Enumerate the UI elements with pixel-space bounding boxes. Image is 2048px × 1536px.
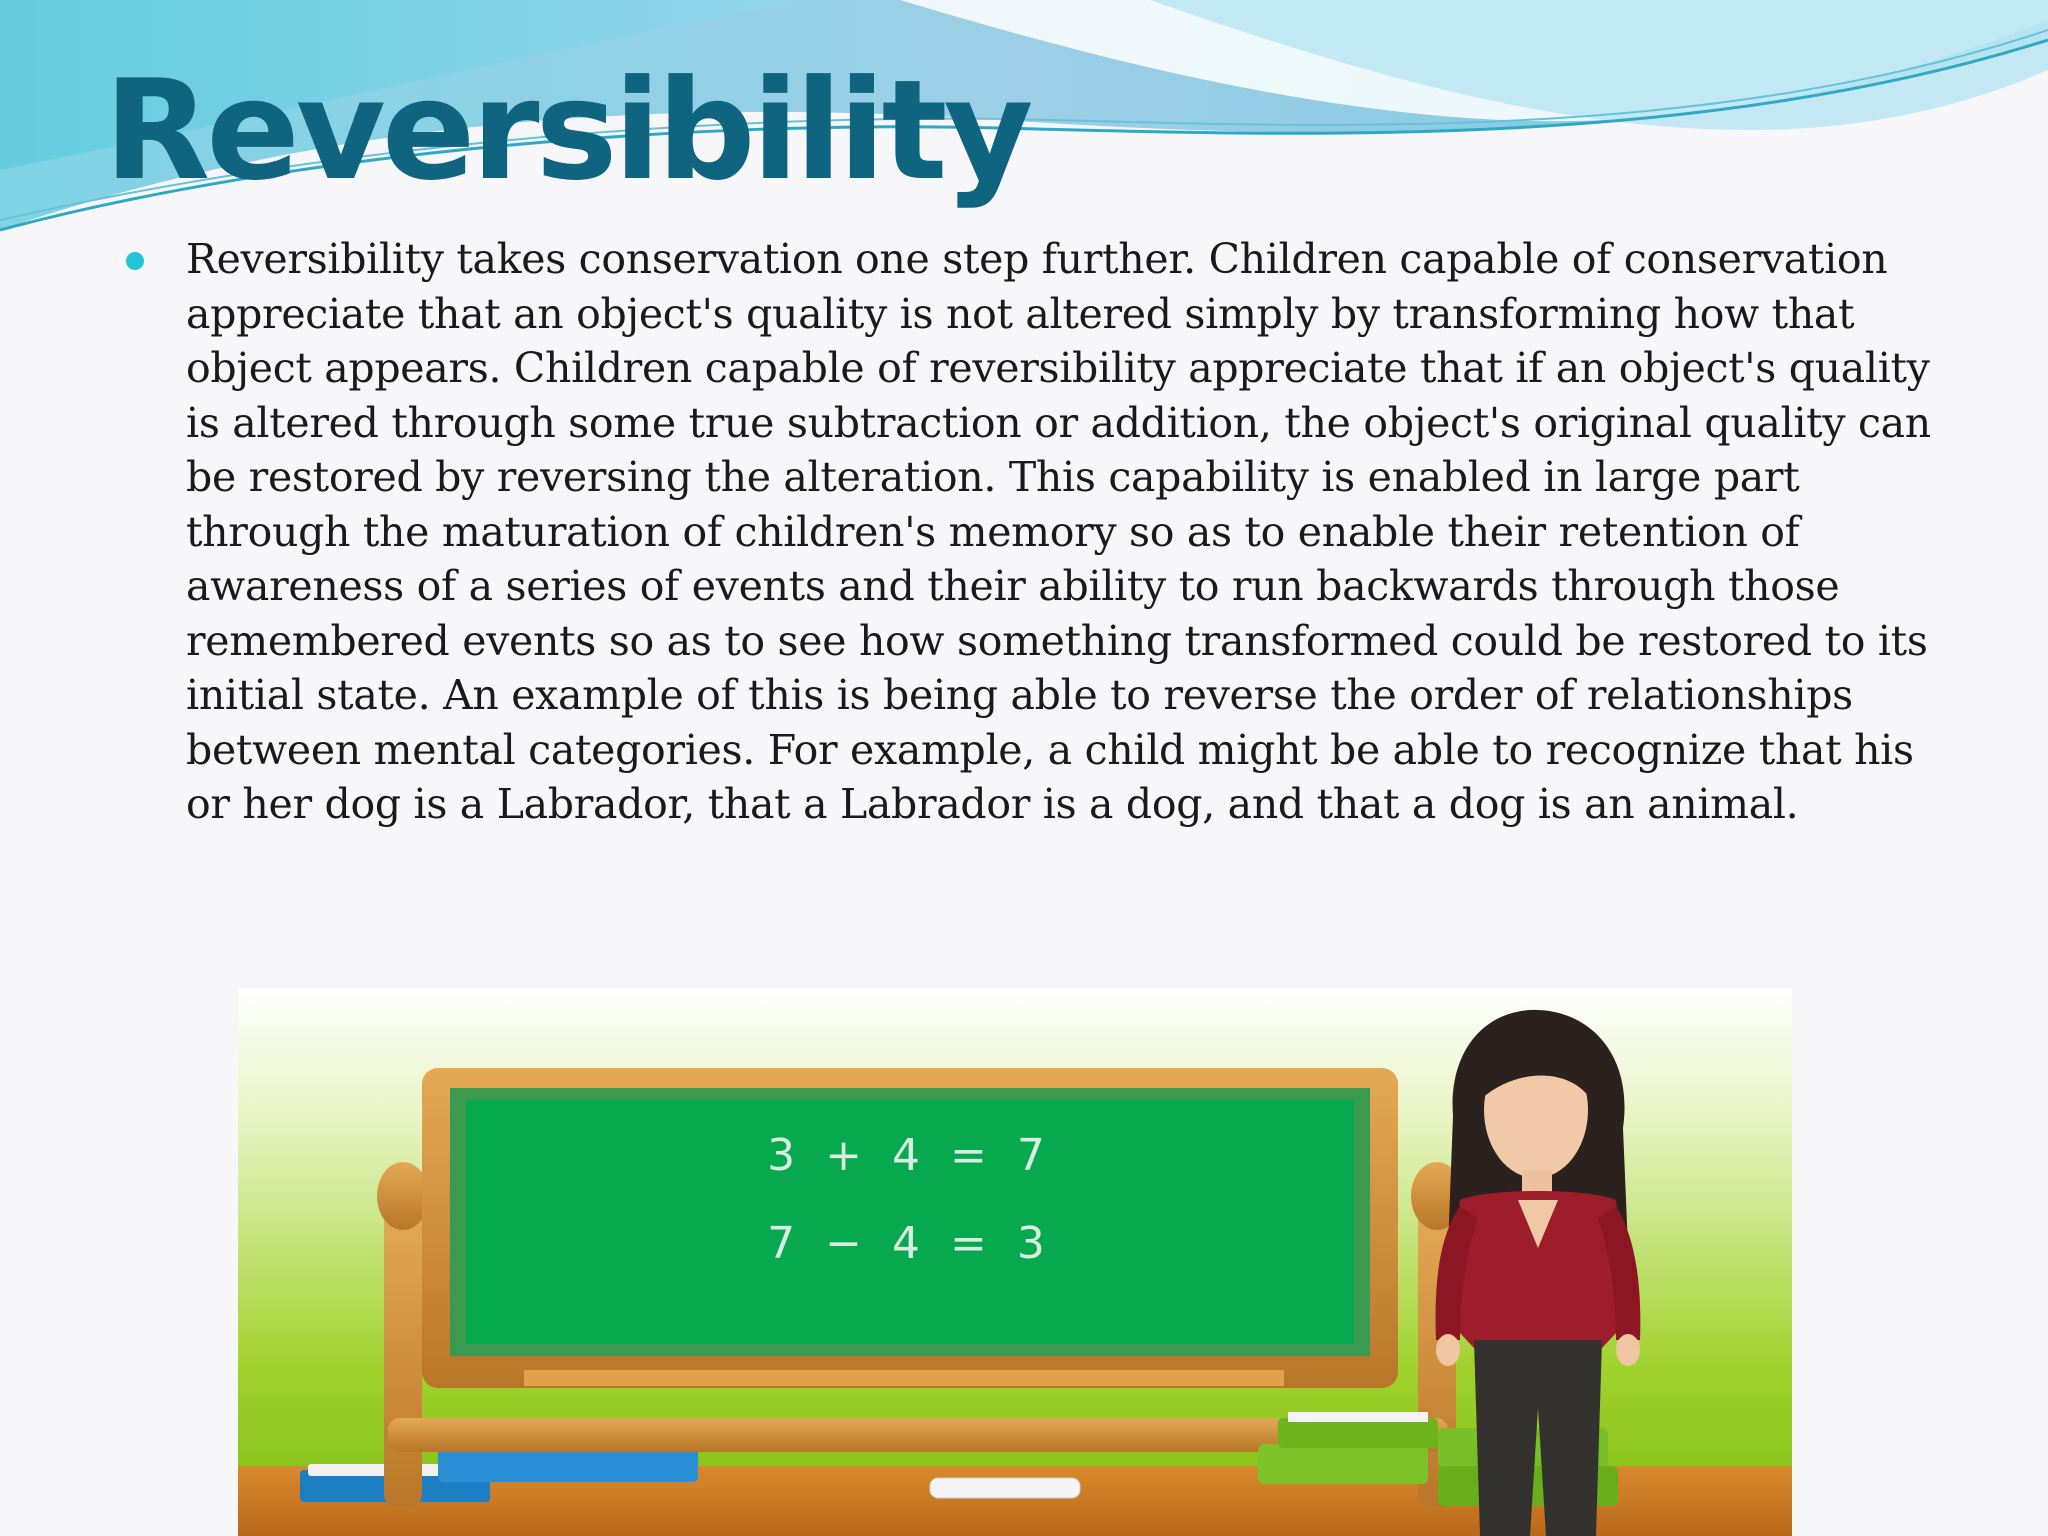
- list-item: [124, 232, 1944, 832]
- board-equation-1: 3 + 4 = 7: [767, 1130, 1053, 1181]
- bullet-list: [124, 232, 1944, 832]
- board-equation-2: 7 − 4 = 3: [767, 1218, 1053, 1269]
- teacher-chalkboard-illustration: [238, 988, 1792, 1536]
- slide-title: Reversibility: [104, 50, 1030, 211]
- bullet-text: Reversibility takes conservation one step further. Children capable of conservation appreciate that an object's quality is not altered simply by transforming how that object appears. Children capable of reversibility appreciate that if an object's quality is altered through some true subtraction or addition, the object's original quality can be restored by reversing the alteration. This capability is enabled in large part through the maturation of children's memory so as to enable their retention of awareness of a series of events and their ability to run backwards through those remembered events so as to see how something transformed could be restored to its initial state. An example of this is being able to reverse the order of relationships between mental categories. For example, a child might be able to recognize that his or her dog is a Labrador, that a Labrador is a dog, and that a dog is an animal.: [186, 235, 1931, 828]
- bullet-icon: [126, 252, 144, 270]
